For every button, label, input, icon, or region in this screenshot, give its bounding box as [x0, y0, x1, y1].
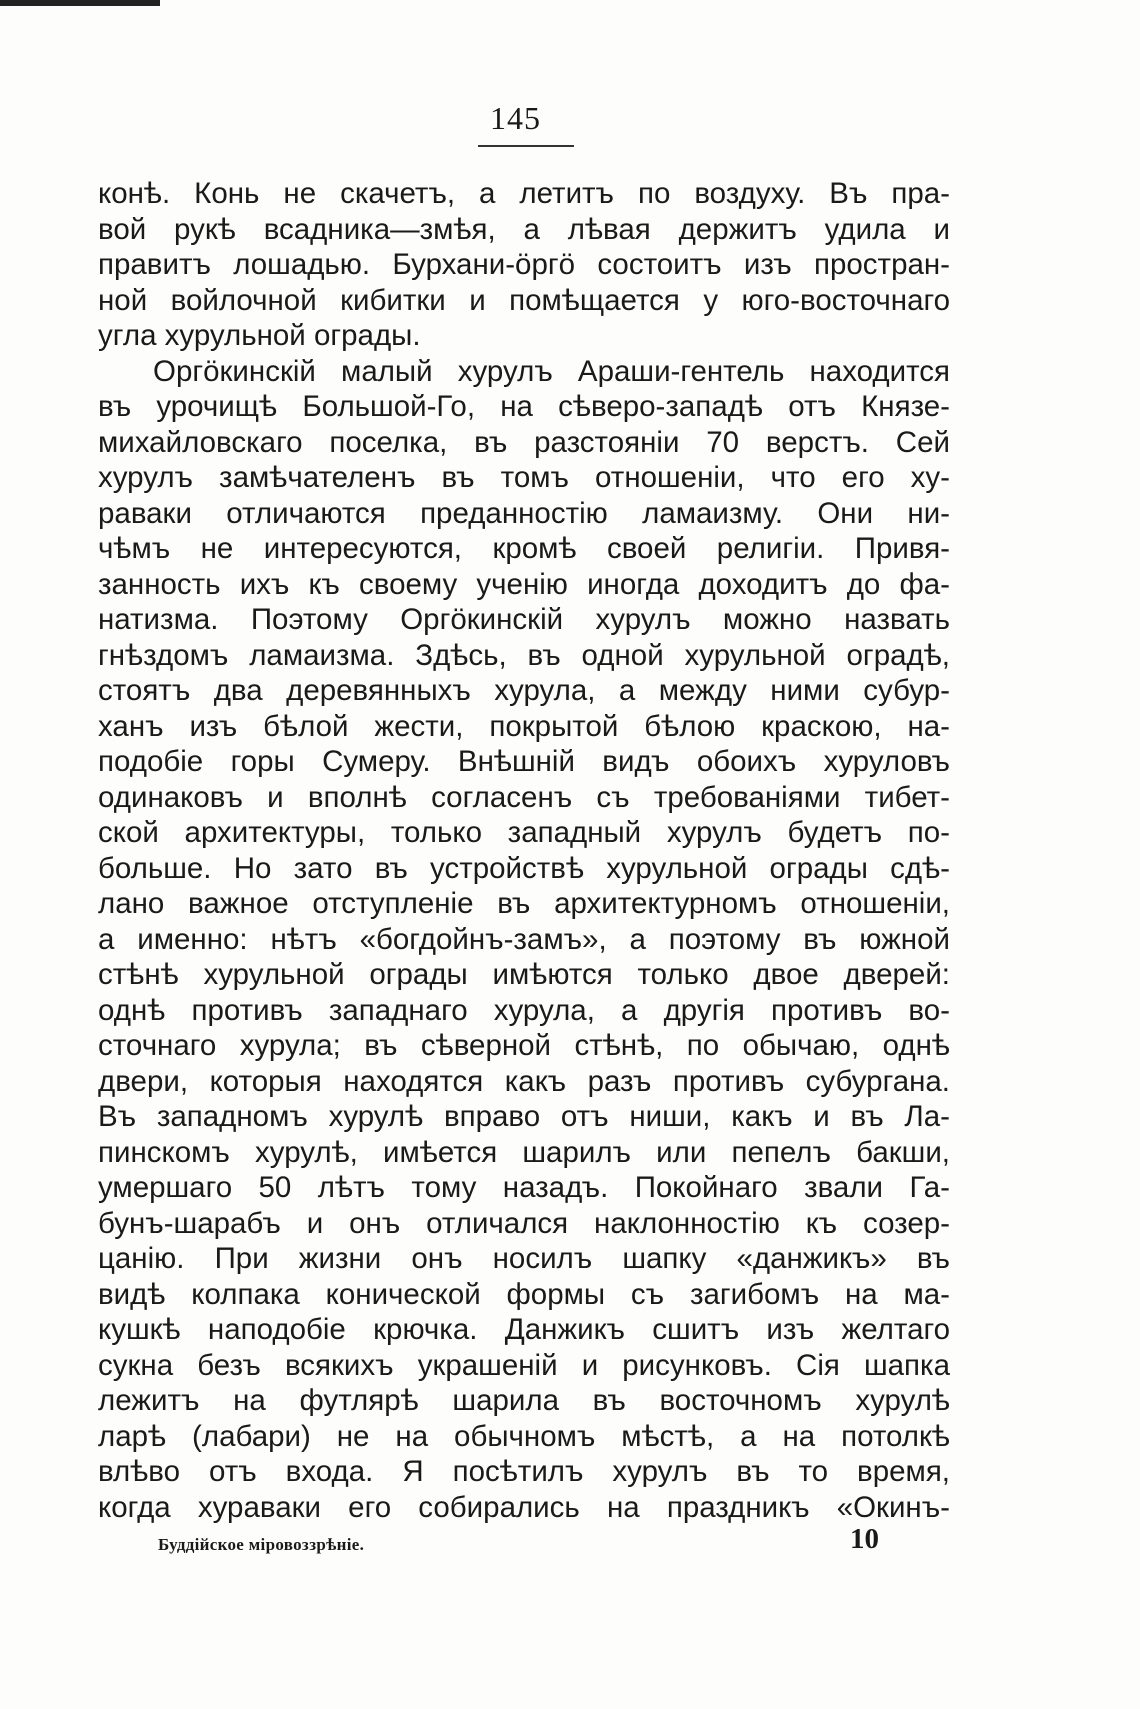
text-line: хурулъ замѣчателенъ въ томъ отношеніи, что его ху- — [98, 461, 950, 494]
text-line: однѣ противъ западнаго хурула, а другія противъ во- — [98, 993, 950, 1027]
text-line: подобіе горы Сумеру. Внѣшній видъ обоихъ хуруловъ — [98, 745, 950, 778]
text-line: бунъ-шарабъ и онъ отличался наклонностію къ созер- — [98, 1206, 950, 1240]
text-line: кушкѣ наподобіе крючка. Данжикъ сшитъ изъ желтаго — [98, 1313, 950, 1346]
footer-book-title: Буддійское міровоззрѣніе. — [158, 1535, 365, 1554]
text-line: вой рукѣ всадника—змѣя, а лѣвая держитъ удила и — [98, 212, 950, 246]
text-line: пинскомъ хурулѣ, имѣется шарилъ или пепелъ бакши, — [98, 1135, 950, 1169]
page-number-underline — [478, 145, 574, 147]
text-line: сточнаго хурула; въ сѣверной стѣнѣ, по обычаю, однѣ — [98, 1029, 950, 1062]
scan-edge-mark — [0, 0, 160, 6]
text-line: лано важное отступленіе въ архитектурномъ отношеніи, — [98, 887, 950, 920]
text-line: одинаковъ и вполнѣ согласенъ съ требованіями тибет- — [98, 780, 950, 814]
text-line: стоятъ два деревянныхъ хурула, а между ними субур- — [98, 674, 950, 707]
page-number: 145 — [490, 100, 541, 136]
text-line: Въ западномъ хурулѣ вправо отъ ниши, какъ и въ Ла- — [98, 1100, 950, 1133]
text-line: умершаго 50 лѣтъ тому назадъ. Покойнаго звали Га- — [98, 1171, 950, 1204]
page-footer — [158, 1523, 878, 1563]
text-line: Оргöкинскій малый хурулъ Араши-гентель находится — [153, 354, 950, 388]
text-line: въ урочищѣ Большой-Го, на сѣверо-западѣ отъ Князе- — [98, 390, 950, 423]
body-text — [98, 176, 950, 1525]
text-line: натизма. Поэтому Оргöкинскій хурулъ можно назвать — [98, 603, 950, 636]
text-line: михайловскаго поселка, въ разстояніи 70 верстъ. Сей — [98, 425, 950, 459]
text-line: цанію. При жизни онъ носилъ шапку «данжикъ» въ — [98, 1242, 950, 1275]
text-line: когда хураваки его собирались на праздникъ «Окинъ- — [98, 1490, 950, 1524]
text-line: больше. Но зато въ устройствѣ хурульной ограды сдѣ- — [98, 851, 950, 885]
text-line: угла хурульной ограды. — [98, 319, 421, 352]
text-line: ской архитектуры, только западный хурулъ будетъ по- — [98, 816, 950, 849]
text-line: а именно: нѣтъ «богдойнъ-замъ», а поэтому въ южной — [98, 922, 950, 956]
text-line: стѣнѣ хурульной ограды имѣются только двое дверей: — [98, 958, 950, 991]
signature-mark: 10 — [850, 1523, 879, 1555]
text-line: раваки отличаются преданностію ламаизму. Они ни- — [98, 496, 950, 530]
text-line: влѣво отъ входа. Я посѣтилъ хурулъ въ то время, — [98, 1455, 950, 1488]
text-line: видѣ колпака конической формы съ загибомъ на ма- — [98, 1277, 950, 1311]
text-line: конѣ. Конь не скачетъ, а летитъ по воздуху. Въ пра- — [98, 177, 950, 210]
text-line: чѣмъ не интересуются, кромѣ своей религіи. Привя- — [98, 532, 950, 565]
text-line: правитъ лошадью. Бурхани-öргö состоитъ изъ простран- — [98, 248, 950, 281]
text-line: сукна безъ всякихъ украшеній и рисунковъ. Сія шапка — [98, 1348, 950, 1382]
text-line: лежитъ на футлярѣ шарила въ восточномъ хурулѣ — [98, 1384, 950, 1417]
text-line: гнѣздомъ ламаизма. Здѣсь, въ одной хурульной оградѣ, — [98, 638, 950, 672]
text-line: ханъ изъ бѣлой жести, покрытой бѣлою краскою, на- — [98, 709, 950, 743]
text-line: двери, которыя находятся какъ разъ противъ субургана. — [98, 1064, 950, 1098]
text-line: ларѣ (лабари) не на обычномъ мѣстѣ, а на потолкѣ — [98, 1419, 950, 1453]
text-line: занность ихъ къ своему ученію иногда доходитъ до фа- — [98, 567, 950, 601]
text-line: ной войлочной кибитки и помѣщается у юго-восточнаго — [98, 283, 950, 317]
